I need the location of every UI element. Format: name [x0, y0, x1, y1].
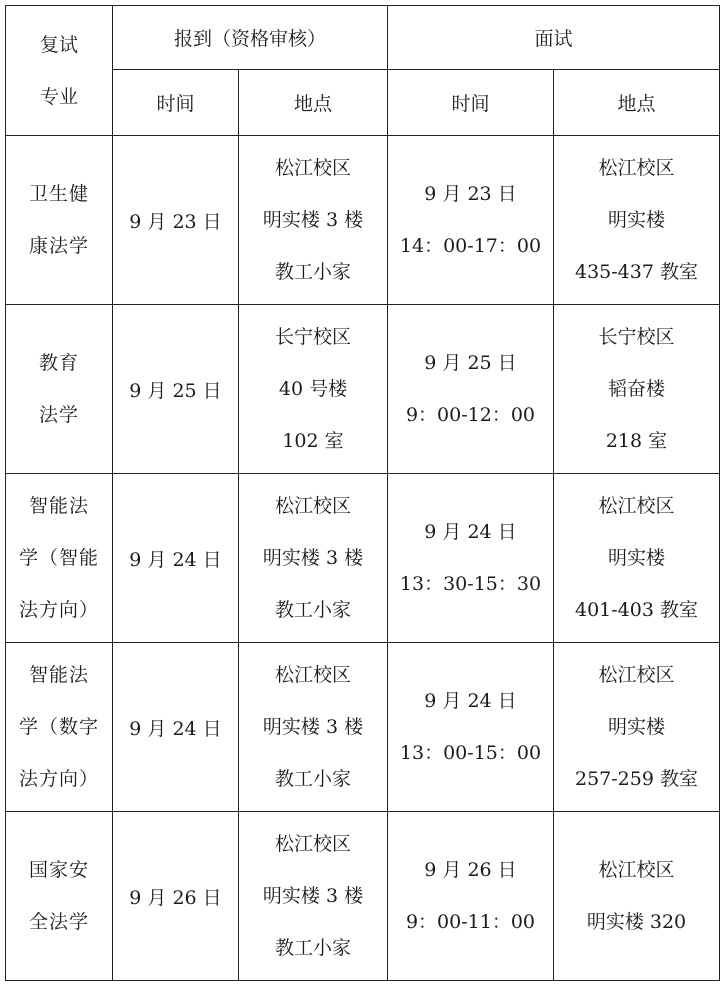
reg-time-cell: 9 月 24 日	[113, 474, 239, 643]
reg-place-line: 松江校区	[274, 664, 351, 686]
int-time-line: 13：00-15：00	[399, 742, 542, 764]
major-cell	[6, 305, 113, 474]
reg-place-line: 长宁校区	[274, 326, 351, 348]
int-time-line: 9 月 24 日	[424, 521, 517, 543]
header-major-line: 复试	[39, 33, 78, 56]
header-int-time: 时间	[388, 70, 554, 136]
table-row	[6, 136, 720, 305]
reg-place-line: 明实楼 3 楼	[262, 209, 364, 231]
int-place-line: 韬奋楼	[607, 378, 665, 400]
major-line: 学（数字	[18, 716, 99, 738]
int-place-line: 401-403 教室	[575, 599, 698, 621]
int-place-cell	[554, 812, 720, 981]
major-line: 教育	[38, 352, 79, 374]
major-cell	[6, 812, 113, 981]
reg-place-line: 明实楼 3 楼	[262, 716, 364, 738]
header-row-2	[6, 70, 720, 136]
reg-place-line: 明实楼 3 楼	[262, 547, 364, 569]
table-row	[6, 812, 720, 981]
int-time-line: 9：00-12：00	[405, 404, 536, 426]
header-reg-time: 时间	[113, 70, 239, 136]
reg-place-cell	[239, 474, 388, 643]
major-cell	[6, 643, 113, 812]
reg-place-line: 教工小家	[274, 937, 351, 959]
int-time-cell	[388, 643, 554, 812]
header-major	[6, 6, 113, 136]
int-time-cell	[388, 474, 554, 643]
major-line: 法方向）	[18, 768, 99, 790]
header-row-1	[6, 6, 720, 70]
reg-time-cell: 9 月 23 日	[113, 136, 239, 305]
int-place-line: 明实楼	[607, 716, 665, 738]
header-interview: 面试	[388, 6, 720, 70]
int-place-cell	[554, 305, 720, 474]
int-place-line: 松江校区	[598, 157, 675, 179]
schedule-table-wrapper	[5, 5, 720, 981]
header-registration: 报到（资格审核）	[113, 6, 388, 70]
int-time-cell	[388, 136, 554, 305]
header-major-line: 专业	[39, 85, 78, 108]
major-line: 智能法	[28, 495, 89, 517]
int-time-line: 14：00-17：00	[399, 235, 542, 257]
int-place-line: 明实楼	[607, 209, 665, 231]
header-int-place: 地点	[554, 70, 720, 136]
int-place-cell	[554, 474, 720, 643]
int-time-line: 9 月 23 日	[424, 183, 517, 205]
int-time-line: 9 月 25 日	[424, 352, 517, 374]
reg-place-line: 松江校区	[274, 157, 351, 179]
major-line: 法学	[38, 404, 79, 426]
reg-place-line: 松江校区	[274, 833, 351, 855]
int-place-line: 松江校区	[598, 859, 675, 881]
major-line: 卫生健	[28, 183, 89, 205]
major-line: 智能法	[28, 664, 89, 686]
table-row	[6, 474, 720, 643]
major-line: 国家安	[28, 859, 89, 881]
major-line: 学（智能	[18, 547, 99, 569]
table-row	[6, 305, 720, 474]
int-place-line: 长宁校区	[598, 326, 675, 348]
header-reg-place: 地点	[239, 70, 388, 136]
reg-time-cell: 9 月 26 日	[113, 812, 239, 981]
int-time-line: 9：00-11：00	[405, 911, 536, 933]
reg-place-line: 教工小家	[274, 599, 351, 621]
major-line: 全法学	[28, 911, 89, 933]
table-row	[6, 643, 720, 812]
reg-place-line: 102 室	[282, 430, 344, 452]
int-place-cell	[554, 136, 720, 305]
int-place-cell	[554, 643, 720, 812]
int-time-cell	[388, 305, 554, 474]
reg-place-cell	[239, 305, 388, 474]
reg-place-cell	[239, 812, 388, 981]
int-place-line: 218 室	[605, 430, 668, 452]
reg-place-line: 松江校区	[274, 495, 351, 517]
reg-place-cell	[239, 643, 388, 812]
major-line: 康法学	[28, 235, 89, 257]
int-time-line: 9 月 26 日	[424, 859, 517, 881]
reg-time-cell: 9 月 25 日	[113, 305, 239, 474]
schedule-table	[5, 5, 720, 981]
reg-place-line: 教工小家	[274, 261, 351, 283]
int-place-line: 明实楼 320	[586, 911, 687, 933]
reg-place-line: 教工小家	[274, 768, 351, 790]
reg-place-line: 40 号楼	[278, 378, 348, 400]
int-place-line: 松江校区	[598, 495, 675, 517]
int-time-line: 9 月 24 日	[424, 690, 517, 712]
int-time-line: 13：30-15：30	[399, 573, 542, 595]
int-time-cell	[388, 812, 554, 981]
int-place-line: 明实楼	[607, 547, 665, 569]
int-place-line: 435-437 教室	[575, 261, 698, 283]
reg-place-cell	[239, 136, 388, 305]
reg-place-line: 明实楼 3 楼	[262, 885, 364, 907]
reg-time-cell: 9 月 24 日	[113, 643, 239, 812]
int-place-line: 松江校区	[598, 664, 675, 686]
major-line: 法方向）	[18, 599, 99, 621]
major-cell	[6, 474, 113, 643]
int-place-line: 257-259 教室	[575, 768, 698, 790]
major-cell	[6, 136, 113, 305]
